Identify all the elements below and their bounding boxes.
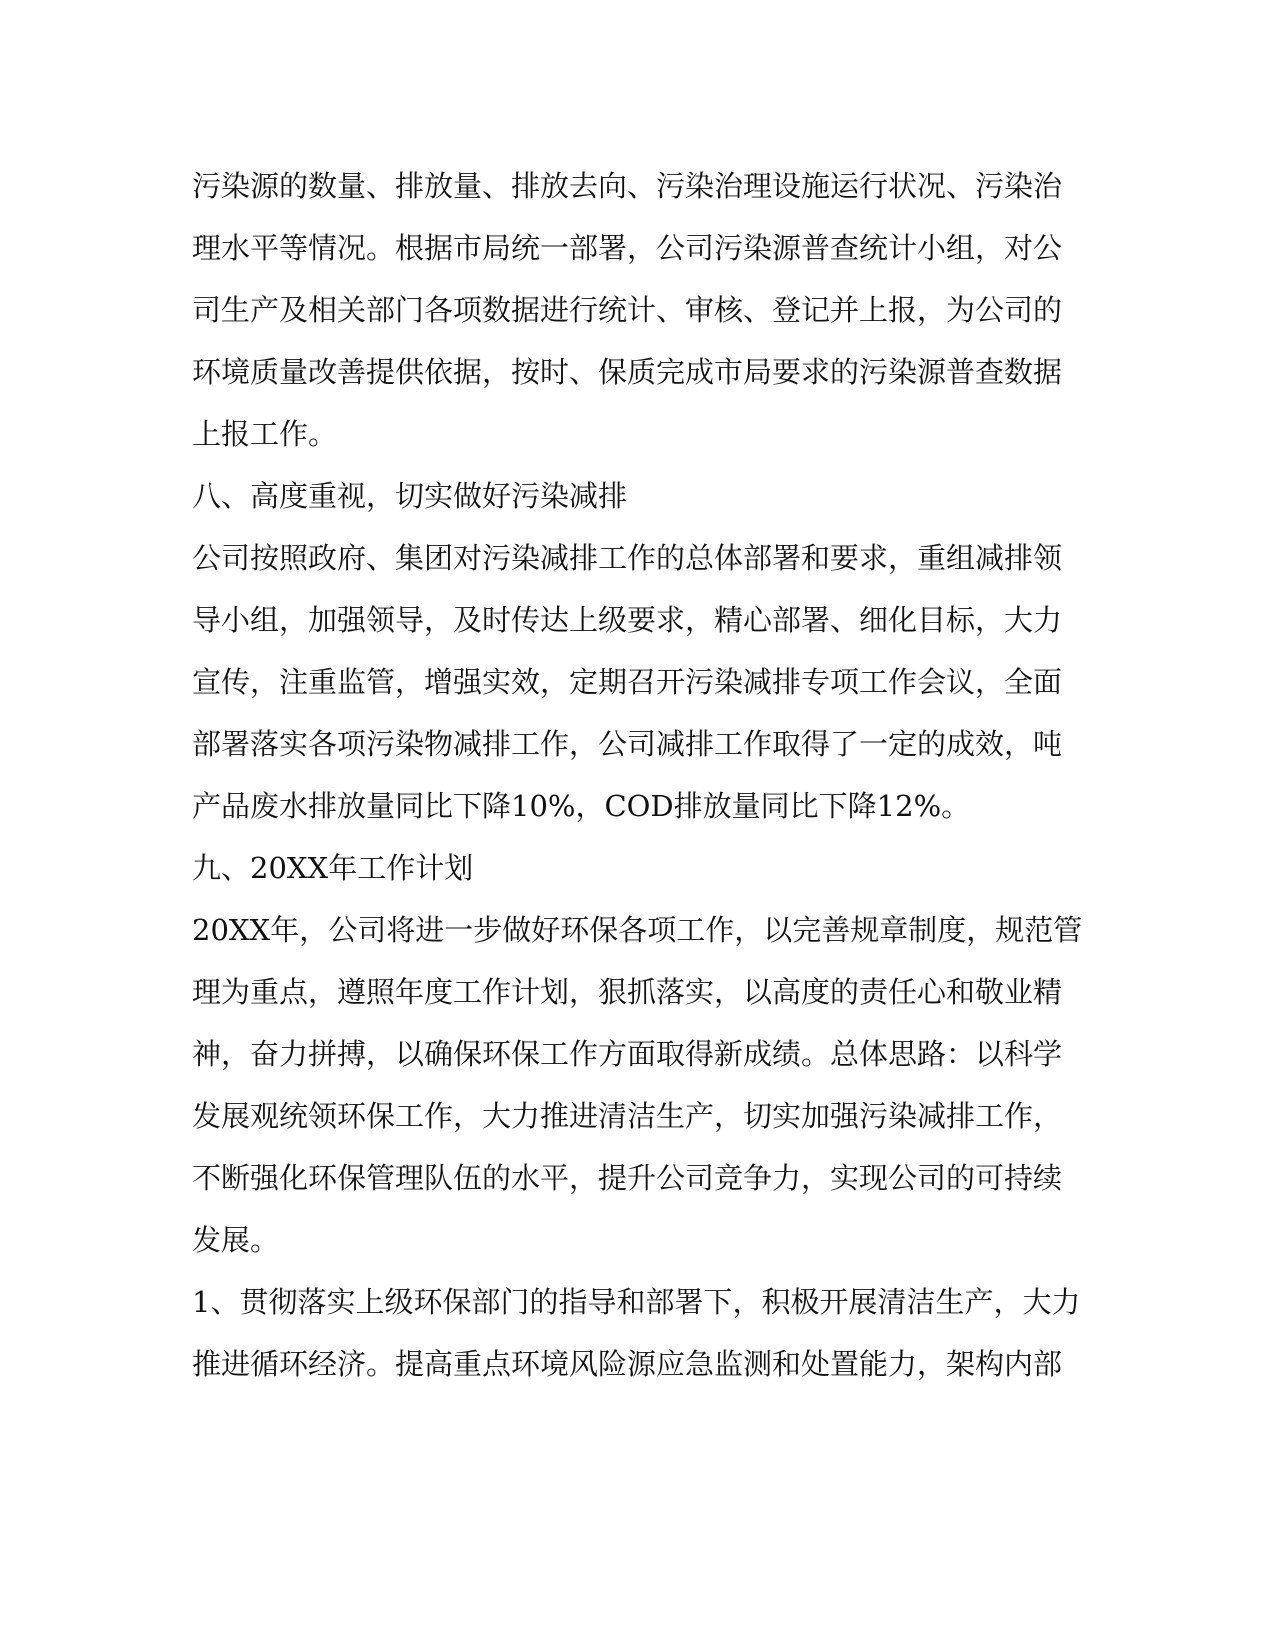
- paragraph-line: 部署落实各项污染物减排工作，公司减排工作取得了一定的成效，吨: [192, 727, 1063, 761]
- section-heading: 九、20XX年工作计划: [192, 851, 474, 885]
- paragraph-line: 污染源的数量、排放量、排放去向、污染治理设施运行状况、污染治: [192, 169, 1063, 203]
- section-heading: 八、高度重视，切实做好污染减排: [192, 479, 628, 513]
- paragraph-line: 产品废水排放量同比下降10%，COD排放量同比下降12%。: [192, 789, 971, 823]
- paragraph-line: 20XX年，公司将进一步做好环保各项工作，以完善规章制度，规范管: [192, 913, 1083, 947]
- paragraph-line: 理水平等情况。根据市局统一部署，公司污染源普查统计小组，对公: [192, 231, 1063, 265]
- list-item-line: 1、贯彻落实上级环保部门的指导和部署下，积极开展清洁生产，大力: [192, 1285, 1081, 1319]
- paragraph-line: 理为重点，遵照年度工作计划，狠抓落实，以高度的责任心和敬业精: [192, 975, 1063, 1009]
- paragraph-line: 公司按照政府、集团对污染减排工作的总体部署和要求，重组减排领: [192, 541, 1063, 575]
- paragraph-line: 环境质量改善提供依据，按时、保质完成市局要求的污染源普查数据: [192, 355, 1063, 389]
- paragraph-line: 导小组，加强领导，及时传达上级要求，精心部署、细化目标，大力: [192, 603, 1063, 637]
- paragraph-line: 上报工作。: [192, 417, 338, 451]
- paragraph-line: 发展。: [192, 1223, 280, 1257]
- paragraph-line: 神，奋力拼搏，以确保环保工作方面取得新成绩。总体思路：以科学: [192, 1037, 1063, 1071]
- paragraph-line: 宣传，注重监管，增强实效，定期召开污染减排专项工作会议，全面: [192, 665, 1063, 699]
- paragraph-line: 司生产及相关部门各项数据进行统计、审核、登记并上报，为公司的: [192, 293, 1063, 327]
- paragraph-line: 发展观统领环保工作，大力推进清洁生产，切实加强污染减排工作，: [192, 1099, 1063, 1133]
- paragraph-line: 不断强化环保管理队伍的水平，提升公司竞争力，实现公司的可持续: [192, 1161, 1063, 1195]
- paragraph-line: 推进循环经济。提高重点环境风险源应急监测和处置能力，架构内部: [192, 1347, 1063, 1381]
